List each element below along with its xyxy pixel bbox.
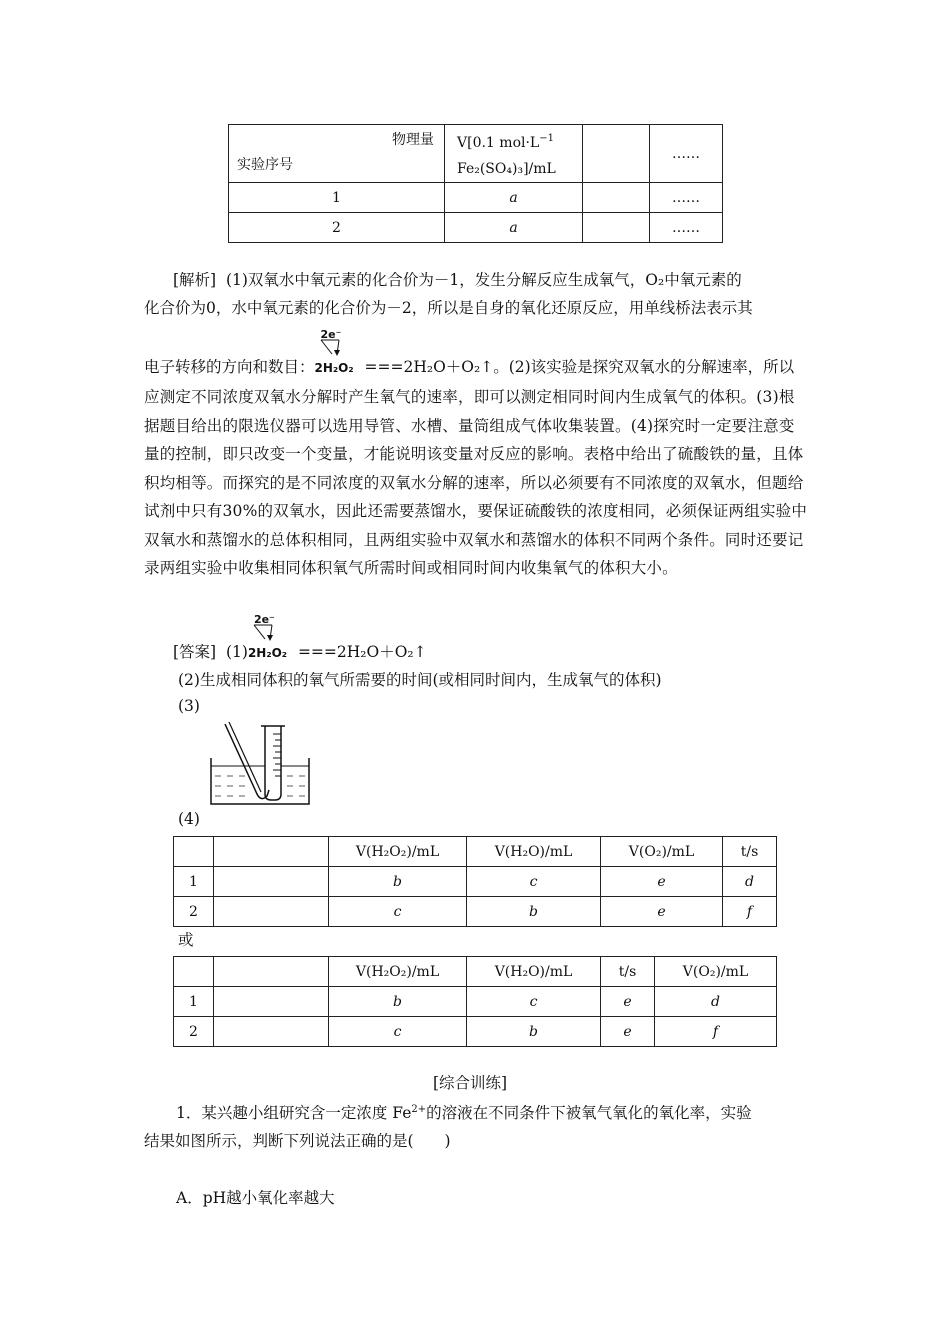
gas-collection-apparatus-figure — [205, 720, 315, 808]
analysis-text-1b: 化合价为0，水中氧元素的化合价为－2，所以是自身的氧化还原反应，用单线桥法表示其 — [144, 299, 753, 317]
t2-cell: d — [655, 987, 777, 1017]
analysis-text-2-suffix: 。(2)该实验是探究双氧水的分解速率，所以 — [493, 358, 795, 376]
t1-blank — [214, 897, 329, 927]
blank-cell — [583, 213, 650, 243]
answer-single-bridge-arrow-icon — [248, 623, 298, 643]
answer-electron-label: 2e⁻ — [253, 613, 275, 626]
answer-4-label: (4) — [178, 810, 200, 828]
t1-h0 — [174, 837, 214, 867]
single-bridge-arrow-icon — [315, 338, 365, 358]
row-value: a — [445, 183, 583, 213]
t2-h0 — [174, 957, 214, 987]
row-id: 1 — [229, 183, 445, 213]
t2-header-t: t/s — [601, 957, 655, 987]
t1-cell: b — [467, 897, 601, 927]
answer-electron-transfer-equation — [247, 613, 298, 661]
answer-table-1 — [173, 836, 777, 927]
row-more: …… — [650, 183, 723, 213]
t2-header-vh2o: V(H₂O)/mL — [467, 957, 601, 987]
t2-cell: f — [655, 1017, 777, 1047]
question-1-superscript: 2+ — [411, 1104, 427, 1115]
t1-cell: f — [723, 897, 777, 927]
question-1-line-1 — [176, 1101, 752, 1123]
t2-h1 — [214, 957, 329, 987]
ellipsis-header-cell: …… — [650, 125, 723, 183]
t1-h1 — [214, 837, 329, 867]
question-1-text-b: 的溶液在不同条件下被氧气氧化的氧化率，实验 — [426, 1104, 752, 1122]
t1-cell: b — [329, 867, 467, 897]
volume-header-line1: V[0.1 mol·L — [457, 134, 540, 151]
blank-cell — [583, 183, 650, 213]
analysis-line-2 — [144, 296, 753, 318]
t2-row-id: 1 — [174, 987, 214, 1017]
electron-label: 2e⁻ — [320, 328, 342, 341]
t1-row-id: 2 — [174, 897, 214, 927]
or-label: 或 — [178, 931, 194, 949]
t1-header-vh2o: V(H₂O)/mL — [467, 837, 601, 867]
volume-header-cell — [445, 125, 583, 183]
t2-header-vh2o2: V(H₂O₂)/mL — [329, 957, 467, 987]
analysis-text-2-prefix: 电子转移的方向和数目： — [144, 358, 315, 376]
question-1-text-a: 1．某兴趣小组研究含一定浓度 Fe — [176, 1104, 412, 1122]
t1-header-vo2: V(O₂)/mL — [601, 837, 723, 867]
analysis-line-3 — [144, 328, 795, 377]
equation-lhs: 2H₂O₂ — [314, 361, 354, 375]
option-a: A．pH越小氧化率越大 — [176, 1189, 335, 1207]
t2-blank — [214, 1017, 329, 1047]
t2-cell: e — [601, 1017, 655, 1047]
training-title: [综合训练] — [433, 1074, 508, 1092]
volume-header-sup: −1 — [539, 132, 554, 144]
t2-header-vo2: V(O₂)/mL — [655, 957, 777, 987]
analysis-paragraph: 应测定不同浓度双氧水分解时产生氧气的速率，即可以测定相同时间内生成氧气的体积。(3)根据题目给出的限选仪器可以选用导管、水槽、量筒组成气体收集装置。(4)探究时一定要注意变量的控制，即只改变一个变量，才能说明该变量对反应的影响。表格中给出了硫酸铁的量，且体积均相等。而探究的是不同浓度的双氧水分解的速率，所以必须要有不同浓度的双氧水，但题给试剂中只有30%的双氧水，因此还需要蒸馏水，要保证硫酸铁的浓度相同，必须保证两组实验中双氧水和蒸馏水的总体积相同，且两组实验中双氧水和蒸馏水的体积不同两个条件。同时还要记录两组实验中收集相同体积氧气所需时间或相同时间内收集氧气的体积大小。 — [144, 388, 808, 577]
t1-cell: c — [467, 867, 601, 897]
question-1-line-2: 结果如图所示，判断下列说法正确的是( ) — [144, 1132, 451, 1150]
answer-label: [答案] — [173, 643, 217, 661]
t1-cell: e — [601, 867, 723, 897]
t2-row-id: 2 — [174, 1017, 214, 1047]
analysis-text-1a: (1)双氧水中氧元素的化合价为－1，发生分解反应生成氧气，O₂中氧元素的 — [225, 271, 742, 289]
answer-equation-lhs: 2H₂O₂ — [247, 646, 288, 660]
equation-rhs: ===2H₂O＋O₂↑ — [364, 358, 494, 376]
answer-1-prefix: (1) — [225, 643, 248, 661]
answer-line-1 — [173, 613, 427, 662]
analysis-line-1 — [173, 268, 742, 290]
answer-2: (2)生成相同体积的氧气所需要的时间(或相同时间内，生成氧气的体积) — [178, 671, 662, 689]
header-right-label: 物理量 — [392, 132, 434, 148]
t2-cell: b — [467, 1017, 601, 1047]
t2-cell: e — [601, 987, 655, 1017]
t2-cell: c — [467, 987, 601, 1017]
t1-row-id: 1 — [174, 867, 214, 897]
row-more: …… — [650, 213, 723, 243]
t1-cell: e — [601, 897, 723, 927]
header-left-label: 实验序号 — [237, 157, 293, 173]
answer-table-2 — [173, 956, 777, 1047]
t1-header-vh2o2: V(H₂O₂)/mL — [329, 837, 467, 867]
t2-cell: c — [329, 1017, 467, 1047]
electron-transfer-equation — [314, 328, 365, 376]
answer-3-label: (3) — [178, 697, 200, 715]
volume-header-line2: Fe₂(SO₄)₃]/mL — [457, 160, 556, 177]
row-value: a — [445, 213, 583, 243]
row-id: 2 — [229, 213, 445, 243]
t1-header-t: t/s — [723, 837, 777, 867]
t1-cell: c — [329, 897, 467, 927]
t2-cell: b — [329, 987, 467, 1017]
diagonal-header-cell — [229, 125, 445, 183]
t2-blank — [214, 987, 329, 1017]
analysis-label: [解析] — [173, 271, 217, 289]
answer-equation-rhs: ===2H₂O＋O₂↑ — [297, 643, 427, 661]
blank-header-cell — [583, 125, 650, 183]
t1-cell: d — [723, 867, 777, 897]
top-table — [228, 124, 723, 243]
t1-blank — [214, 867, 329, 897]
